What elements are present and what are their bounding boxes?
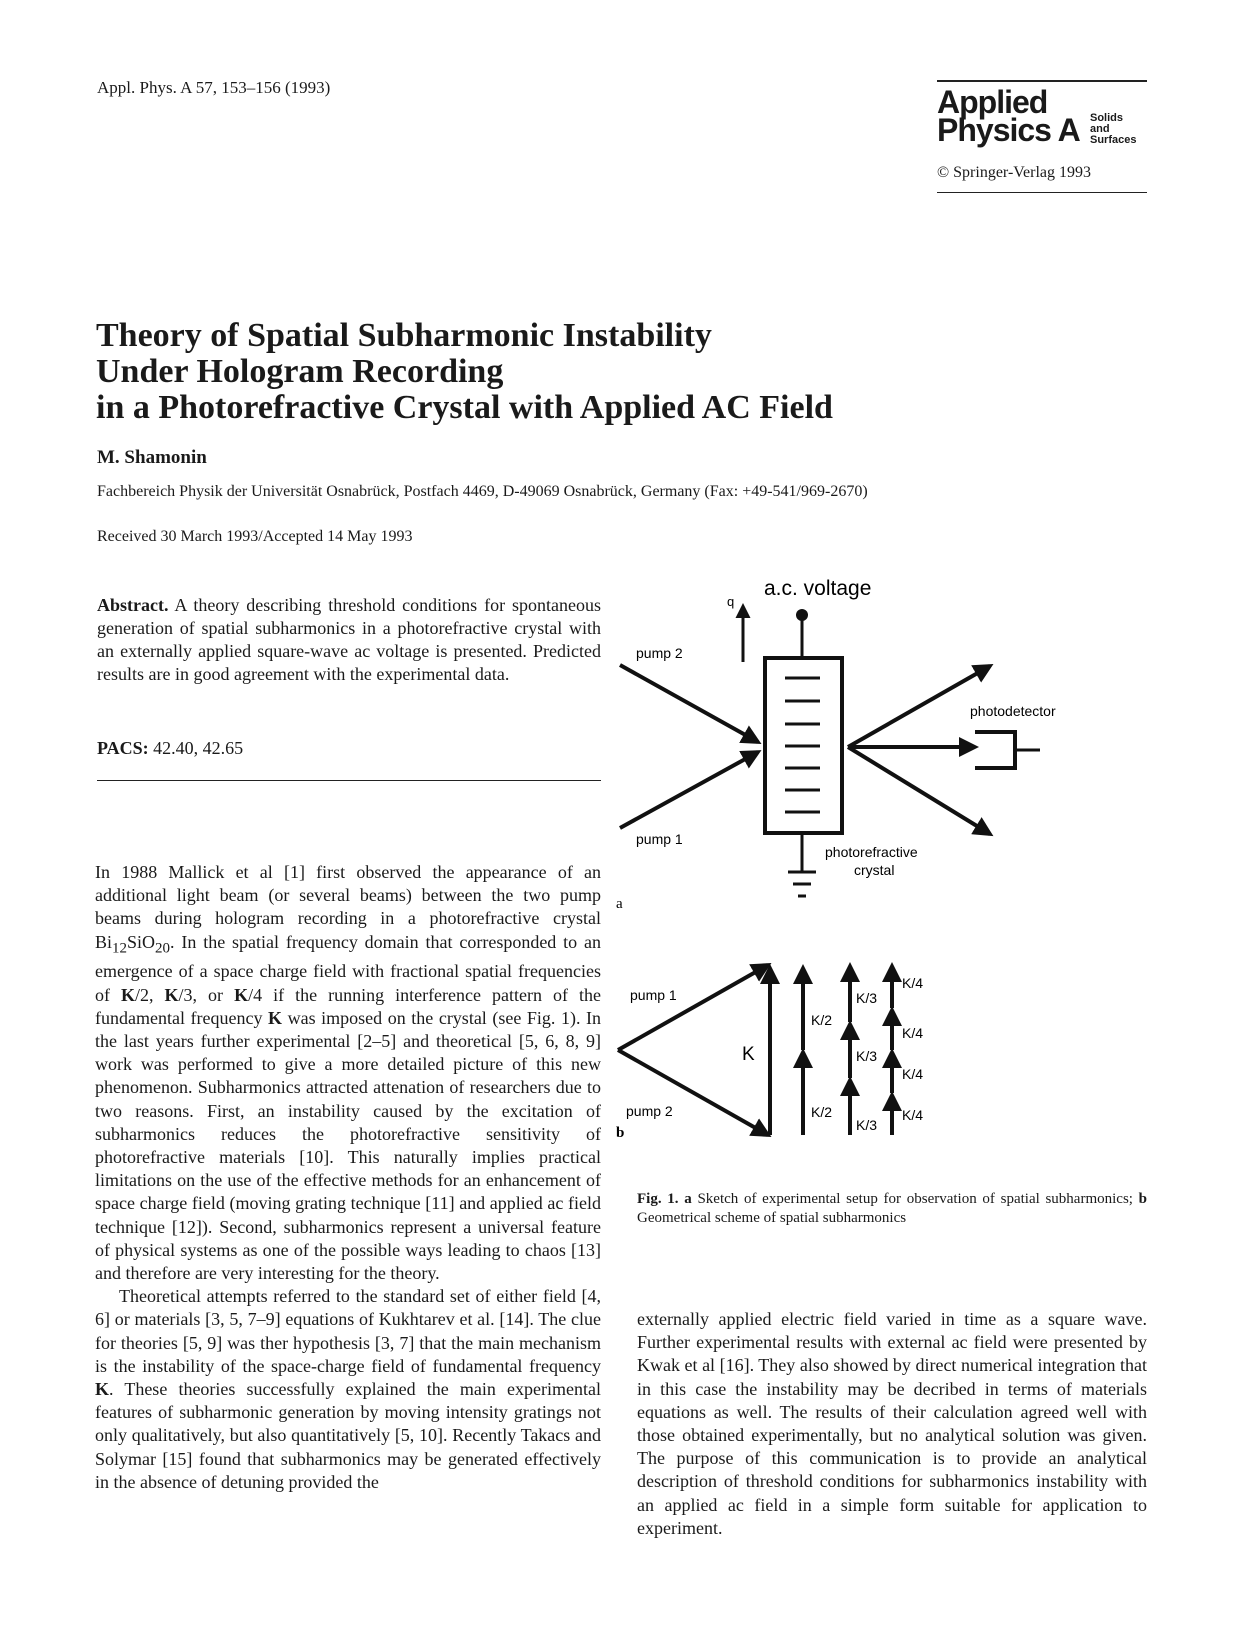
figure-caption bbox=[637, 1190, 1147, 1228]
fig-label-photodetector: photodetector bbox=[970, 703, 1056, 719]
fig-label-q: q bbox=[727, 594, 735, 609]
logo-line-applied: Applied bbox=[937, 84, 1048, 120]
paragraph-2 bbox=[95, 1285, 601, 1494]
grating-lines bbox=[785, 678, 820, 812]
fig-b-label-K4-3: K/4 bbox=[902, 1066, 924, 1082]
abstract-label: Abstract. bbox=[97, 595, 169, 615]
caption-text: Geometrical scheme of spatial subharmonics bbox=[637, 1210, 907, 1226]
para1-part: /4 if the running interference pattern of the fundamental frequency bbox=[95, 984, 601, 1028]
pump1-beam bbox=[620, 752, 758, 828]
fig-b-label-K4-2: K/4 bbox=[902, 1025, 924, 1041]
figure-part-b bbox=[616, 965, 923, 1141]
para1-bold-k: K bbox=[268, 1007, 283, 1028]
para1-part: was imposed on the crystal (see Fig. 1). In the last years further experimental [2–5] and theoretical [5, 6, 8, 9] work was performed to give a more detailed picture of this new phenomenon. Subharmonics attracted attenation of researchers due to two reasons. First, an instability caused by the excitation of subharmonics reduces the photorefractive sensitivity of photorefractive materials [10]. This naturally implies practical limitations on the use of the effective methods for an enhancement of space charge field (moving grating technique [11] and applied ac field technique [12]). Second, subharmonics represent a universal feature of physical systems as one of the possible ways leading to chaos [13] and therefore are very interesting for the theory. bbox=[95, 1007, 602, 1284]
fig-b-label-K4-4: K/4 bbox=[902, 1107, 924, 1123]
para1-part: . In the spatial frequency domain that corresponded to an emergence of a space charge field with fractional spatial frequencies of bbox=[95, 931, 601, 1005]
received-date: Received 30 March 1993/Accepted 14 May 1993 bbox=[97, 528, 413, 545]
fig-b-label-K4-1: K/4 bbox=[902, 975, 924, 991]
para1-bold-k: K bbox=[234, 984, 249, 1005]
paragraph-1 bbox=[95, 861, 601, 1285]
logo-wordmark bbox=[937, 84, 1147, 152]
fig-b-label-K2-top: K/2 bbox=[811, 1012, 833, 1028]
logo-bottom-rule bbox=[937, 192, 1147, 193]
fig-b-label-K2-bot: K/2 bbox=[811, 1104, 833, 1120]
pacs-label: PACS: bbox=[97, 738, 149, 758]
fig-b-label-pump2: pump 2 bbox=[626, 1103, 673, 1119]
para1-part: /3, or bbox=[178, 984, 235, 1005]
para1-bold-k: K bbox=[121, 984, 136, 1005]
photodetector-icon bbox=[975, 732, 1015, 768]
abstract-rule bbox=[97, 780, 601, 781]
pacs-value: 42.40, 42.65 bbox=[148, 738, 244, 758]
copyright: © Springer-Verlag 1993 bbox=[937, 164, 1092, 181]
title-line-3: in a Photorefractive Crystal with Applied AC Field bbox=[96, 389, 833, 426]
author: M. Shamonin bbox=[97, 447, 207, 468]
output-beam-up bbox=[848, 666, 990, 747]
para2-part: Theoretical attempts referred to the standard set of either field [4, 6] or materials [3, 5, 7–9] equations of Kukhtarev et al. [14]. The clue for theories [5, 9] was ther hypothesis [3, 7] that the main mechanism is the instability of the space-charge field of fundamental frequency bbox=[95, 1286, 601, 1376]
logo-sub-and: and bbox=[1090, 123, 1110, 135]
logo-sub-solids: Solids bbox=[1090, 112, 1124, 124]
caption-part-a: a bbox=[678, 1191, 692, 1207]
caption-part-b: b bbox=[1138, 1191, 1148, 1207]
article-title bbox=[96, 318, 1096, 426]
fig-b-label-K3-bot: K/3 bbox=[856, 1117, 878, 1133]
para2-bold-k: K bbox=[95, 1379, 110, 1400]
para1-part: /2, bbox=[135, 984, 165, 1005]
fig-label-pump2: pump 2 bbox=[636, 645, 683, 661]
fig-label-b: b bbox=[616, 1125, 625, 1141]
abstract-text: A theory describing threshold conditions for spontaneous generation of spatial subharmonics in a photorefractive crystal with an externally applied square-wave ac voltage is presented. Predicted results are in good agreement with the experimental data. bbox=[97, 595, 601, 684]
affiliation: Fachbereich Physik der Universität Osnabrück, Postfach 4469, D-49069 Osnabrück, Germany (Fax: +49-541/969-2670) bbox=[97, 483, 868, 500]
ground-symbol bbox=[788, 872, 816, 896]
fig-b-label-K: K bbox=[742, 1044, 755, 1065]
caption-text: Sketch of experimental setup for observation of spatial subharmonics; bbox=[691, 1191, 1139, 1207]
logo-subtitle bbox=[1090, 113, 1136, 146]
para1-subscript: 20 bbox=[155, 940, 171, 957]
fig-label-pump1: pump 1 bbox=[636, 831, 683, 847]
fig-label-ac-voltage: a.c. voltage bbox=[764, 577, 872, 600]
para2-part: . These theories successfully explained the main experimental features of subharmonic generation by moving intensity gratings not only qualitatively, but also quantitatively [5, 10]. Recently Takacs and Solymar [15] found that subharmonics may be generated effectively in the absence of detuning provided the bbox=[95, 1379, 601, 1492]
journal-citation: Appl. Phys. A 57, 153–156 (1993) bbox=[97, 78, 331, 97]
para1-subscript: 12 bbox=[112, 940, 128, 957]
logo-top-rule bbox=[937, 80, 1147, 82]
pacs bbox=[97, 738, 243, 759]
fig-b-label-K3-top: K/3 bbox=[856, 990, 878, 1006]
fig-label-crystal-2: crystal bbox=[854, 862, 895, 878]
voltage-terminal bbox=[796, 609, 808, 621]
para1-part: In 1988 Mallick et al [1] first observed the appearance of an additional light beam (or several beams) between the two pump beams during hologram recording in a photorefractive crystal Bi bbox=[95, 862, 601, 952]
fig-label-crystal-1: photorefractive bbox=[825, 844, 918, 860]
caption-label: Fig. 1. bbox=[637, 1191, 679, 1207]
logo-sub-surfaces: Surfaces bbox=[1090, 134, 1137, 146]
body-left-column bbox=[95, 861, 601, 1494]
output-beam-down bbox=[848, 747, 990, 834]
body-right-column: externally applied electric field varied in time as a square wave. Further experimental results with external ac field were presented by Kwak et al [16]. They also showed by direct numerical integration that in this case the instability may be decribed in terms of materials equations as well. The results of their calculation agreed well with those obtained experimentally, but no analytical solution was given. The purpose of this communication is to provide an analytical description of threshold conditions for subharmonics instability with an applied ac field in a simple form suitable for application to experiment. bbox=[637, 1309, 1147, 1538]
figure-1 bbox=[616, 577, 1150, 1180]
pump2-beam bbox=[620, 665, 758, 742]
fig-label-a: a bbox=[616, 896, 623, 912]
fig-b-label-K3-mid: K/3 bbox=[856, 1048, 878, 1064]
para1-part: SiO bbox=[127, 931, 156, 952]
title-line-2: Under Hologram Recording bbox=[96, 353, 504, 390]
figure-part-a bbox=[616, 577, 1056, 912]
logo-line-physics: Physics A bbox=[937, 112, 1080, 148]
abstract bbox=[97, 594, 601, 686]
fig-b-label-pump1: pump 1 bbox=[630, 987, 677, 1003]
title-line-1: Theory of Spatial Subharmonic Instability bbox=[96, 317, 712, 354]
para1-bold-k: K bbox=[164, 984, 179, 1005]
journal-logo bbox=[937, 80, 1147, 193]
b-pump1-vector bbox=[618, 965, 768, 1050]
